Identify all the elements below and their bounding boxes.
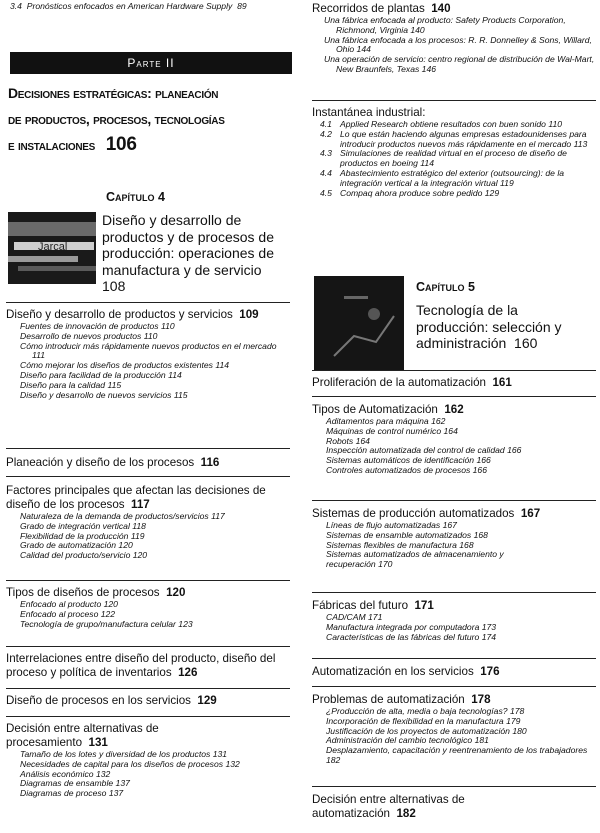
subsection-item[interactable]: Incorporación de flexibilidad en la manufactura 179	[326, 715, 521, 726]
toc-section[interactable]: Diseño de procesos en los servicios 129	[6, 694, 217, 707]
subsection-item[interactable]: Enfocado al producto 120	[20, 599, 118, 609]
toc-section[interactable]: Proliferación de la automatización 161	[312, 376, 512, 389]
subsection-item[interactable]: Características de las fábricas del futuro 174	[326, 631, 497, 642]
subsection-list	[326, 417, 596, 476]
subsection-item[interactable]: Una operación de servicio: centro regional de distribución de Wal-Mart, New Braunfels, Texas 146	[324, 54, 595, 74]
subsection-item[interactable]: Sistemas automatizados de almacenamiento y recuperación 170	[326, 549, 504, 570]
subsection-item[interactable]: Sistemas automáticos de identificación 166	[326, 455, 491, 466]
subsection-item[interactable]: Enfocado al proceso 122	[20, 608, 116, 619]
toc-section[interactable]: Interrelaciones entre diseño del producto, diseño del proceso y política de inventarios 126	[6, 652, 276, 679]
divider	[6, 476, 290, 477]
subsection-item[interactable]: Justificación de los proyectos de automatización 180	[326, 725, 527, 736]
subsection-item[interactable]: Análisis económico 132	[20, 768, 111, 779]
parte-title-line: e instalaciones 106	[8, 134, 137, 155]
subsection-item[interactable]: Necesidades de capital para los diseños de procesos 132	[20, 758, 240, 769]
subsection-item[interactable]: Robots 164	[326, 435, 370, 446]
section-title: Tipos de Automatización 162	[312, 403, 464, 416]
subsection-item[interactable]: Naturaleza de la demanda de productos/servicios 117	[20, 511, 225, 521]
divider	[6, 580, 290, 581]
chapter-4-label: Capítulo 4	[106, 190, 165, 204]
parte-page-number: 106	[105, 134, 137, 155]
toc-section[interactable]: Automatización en los servicios 176	[312, 665, 500, 678]
chapter-4-photo	[8, 212, 96, 284]
subsection-item[interactable]: Calidad del producto/servicio 120	[20, 550, 148, 561]
section-title: Fábricas del futuro 171	[312, 599, 434, 612]
divider	[312, 396, 596, 397]
chapter-5-title[interactable]: Tecnología de la producción: selección y administración 160	[416, 302, 562, 351]
section-title: Tipos de diseños de procesos 120	[6, 586, 186, 599]
subsection-item[interactable]: Grado de automatización 120	[20, 540, 133, 551]
subsection-item[interactable]: Diagramas de ensamble 137	[20, 778, 130, 789]
snapshot-item[interactable]: 4.1 Applied Research obtiene resultados con buen sonido 110	[320, 119, 563, 129]
toc-section[interactable]	[312, 693, 596, 766]
section-title: Instantánea industrial:	[312, 106, 426, 119]
subsection-item[interactable]: Desarrollo de nuevos productos 110	[20, 330, 158, 341]
subsection-item[interactable]: Una fábrica enfocada a los procesos: R. R. Donnelley & Sons, Willard, Ohio 144	[324, 34, 592, 55]
industrial-snapshot[interactable]	[312, 106, 596, 198]
subsection-item[interactable]: Cómo mejorar los diseños de productos existentes 114	[20, 360, 230, 371]
chapter-5-page: 160	[514, 335, 538, 351]
subsection-item[interactable]: Flexibilidad de la producción 119	[20, 530, 145, 541]
subsection-list	[326, 613, 596, 642]
parte-banner: Parte II	[10, 52, 292, 74]
snapshot-item[interactable]: 4.3 Simulaciones de realidad virtual en el proceso de diseño de productos en boeing 114	[320, 148, 567, 169]
snapshot-list	[320, 120, 596, 198]
divider	[6, 688, 290, 689]
parte-title-line: de productos, procesos, tecnologías	[8, 111, 225, 127]
toc-section[interactable]	[6, 308, 288, 400]
chapter-5-label: Capítulo 5	[416, 280, 475, 294]
chapter-5-photo	[314, 276, 404, 370]
subsection-item[interactable]: Máquinas de control numérico 164	[326, 425, 458, 436]
subsection-item[interactable]: Una fábrica enfocada al producto: Safety Products Corporation, Richmond, Virginia 140	[324, 15, 566, 35]
subsection-list	[20, 750, 288, 799]
snapshot-item[interactable]: 4.2 Lo que están haciendo algunas empresas estadounidenses para introducir productos nuevos más rápidamente en el mercado 113	[320, 128, 588, 149]
divider	[6, 448, 290, 449]
subsection-item[interactable]: Sistemas de ensamble automatizados 168	[326, 529, 488, 540]
subsection-item[interactable]: Aditamentos para máquina 162	[326, 416, 446, 426]
subsection-item[interactable]: Cómo introducir más rápidamente nuevos productos en el mercado 111	[20, 340, 277, 361]
subsection-item[interactable]: Controles automatizados de procesos 166	[326, 464, 487, 475]
subsection-item[interactable]: Diseño para la calidad 115	[20, 379, 122, 390]
subsection-item[interactable]: Diagramas de proceso 137	[20, 788, 124, 799]
subsection-item[interactable]: Líneas de flujo automatizadas 167	[326, 520, 457, 530]
divider	[6, 716, 290, 717]
section-title: Recorridos de plantas 140	[312, 2, 451, 15]
subsection-item[interactable]: Fuentes de innovación de productos 110	[20, 321, 175, 331]
snapshot-item[interactable]: 4.5 Compaq ahora produce sobre pedido 129	[320, 187, 500, 198]
toc-section[interactable]: Planeación y diseño de los procesos 116	[6, 456, 220, 469]
subsection-list	[324, 16, 596, 75]
subsection-item[interactable]: Diseño y desarrollo de nuevos servicios 115	[20, 389, 188, 400]
toc-section[interactable]	[312, 403, 596, 476]
divider	[6, 302, 290, 303]
divider	[312, 686, 596, 687]
subsection-item[interactable]: CAD/CAM 171	[326, 612, 383, 622]
divider	[312, 100, 596, 101]
divider	[312, 500, 596, 501]
subsection-item[interactable]: Sistemas flexibles de manufactura 168	[326, 539, 474, 550]
parte-title-line: Decisiones estratégicas: planeación	[8, 85, 219, 101]
snapshot-item[interactable]: 4.4 Abastecimiento estratégico del exterior (outsourcing): de la integración vertical a la integración virtual 119	[320, 167, 565, 188]
svg-text:Jarcal: Jarcal	[38, 241, 68, 253]
subsection-item[interactable]: Tamaño de los lotes y diversidad de los productos 131	[20, 749, 228, 759]
divider	[6, 646, 290, 647]
subsection-item[interactable]: Inspección automatizada del control de calidad 166	[326, 445, 522, 456]
subsection-item[interactable]: Administración del cambio tecnológico 181	[326, 735, 489, 746]
subsection-list	[20, 512, 288, 561]
toc-section[interactable]	[6, 722, 288, 799]
subsection-item[interactable]: ¿Producción de alta, media o baja tecnologías? 178	[326, 706, 525, 716]
toc-entry-3-4[interactable]: 3.4 Pronósticos enfocados en American Hardware Supply 89	[10, 1, 247, 11]
subsection-item[interactable]: Manufactura integrada por computadora 173	[326, 621, 497, 632]
subsection-list	[326, 707, 596, 766]
toc-section[interactable]	[312, 507, 596, 570]
section-title: Diseño y desarrollo de productos y servicios 109	[6, 308, 259, 321]
divider	[312, 658, 596, 659]
divider	[312, 370, 596, 371]
section-title: Problemas de automatización 178	[312, 693, 491, 706]
section-title: Decisión entre alternativas de procesamiento 131	[6, 722, 159, 749]
subsection-item[interactable]: Diseño para facilidad de la producción 114	[20, 369, 182, 380]
parte-title[interactable]	[8, 80, 292, 158]
toc-section[interactable]	[312, 599, 596, 642]
subsection-list	[20, 600, 288, 629]
section-title: Sistemas de producción automatizados 167	[312, 507, 541, 520]
subsection-item[interactable]: Tecnología de grupo/manufactura celular 123	[20, 618, 193, 629]
divider	[312, 592, 596, 593]
toc-section[interactable]	[6, 586, 288, 629]
divider	[312, 786, 596, 787]
chapter-4-page: 108	[102, 278, 126, 294]
subsection-list	[326, 521, 596, 570]
subsection-item[interactable]: Desplazamiento, capacitación y reentrenamiento de los trabajadores 182	[326, 745, 588, 765]
subsection-list	[20, 322, 288, 400]
chapter-4-title[interactable]: Diseño y desarrollo de productos y de procesos de producción: operaciones de manufactura y de servicio 108	[102, 212, 275, 294]
toc-section[interactable]	[312, 2, 596, 75]
toc-section[interactable]: Decisión entre alternativas de automatización 182	[312, 793, 465, 820]
subsection-item[interactable]: Grado de integración vertical 118	[20, 520, 146, 531]
section-title: Factores principales que afectan las decisiones de diseño de los procesos 117	[6, 484, 266, 511]
toc-section[interactable]	[6, 484, 288, 561]
